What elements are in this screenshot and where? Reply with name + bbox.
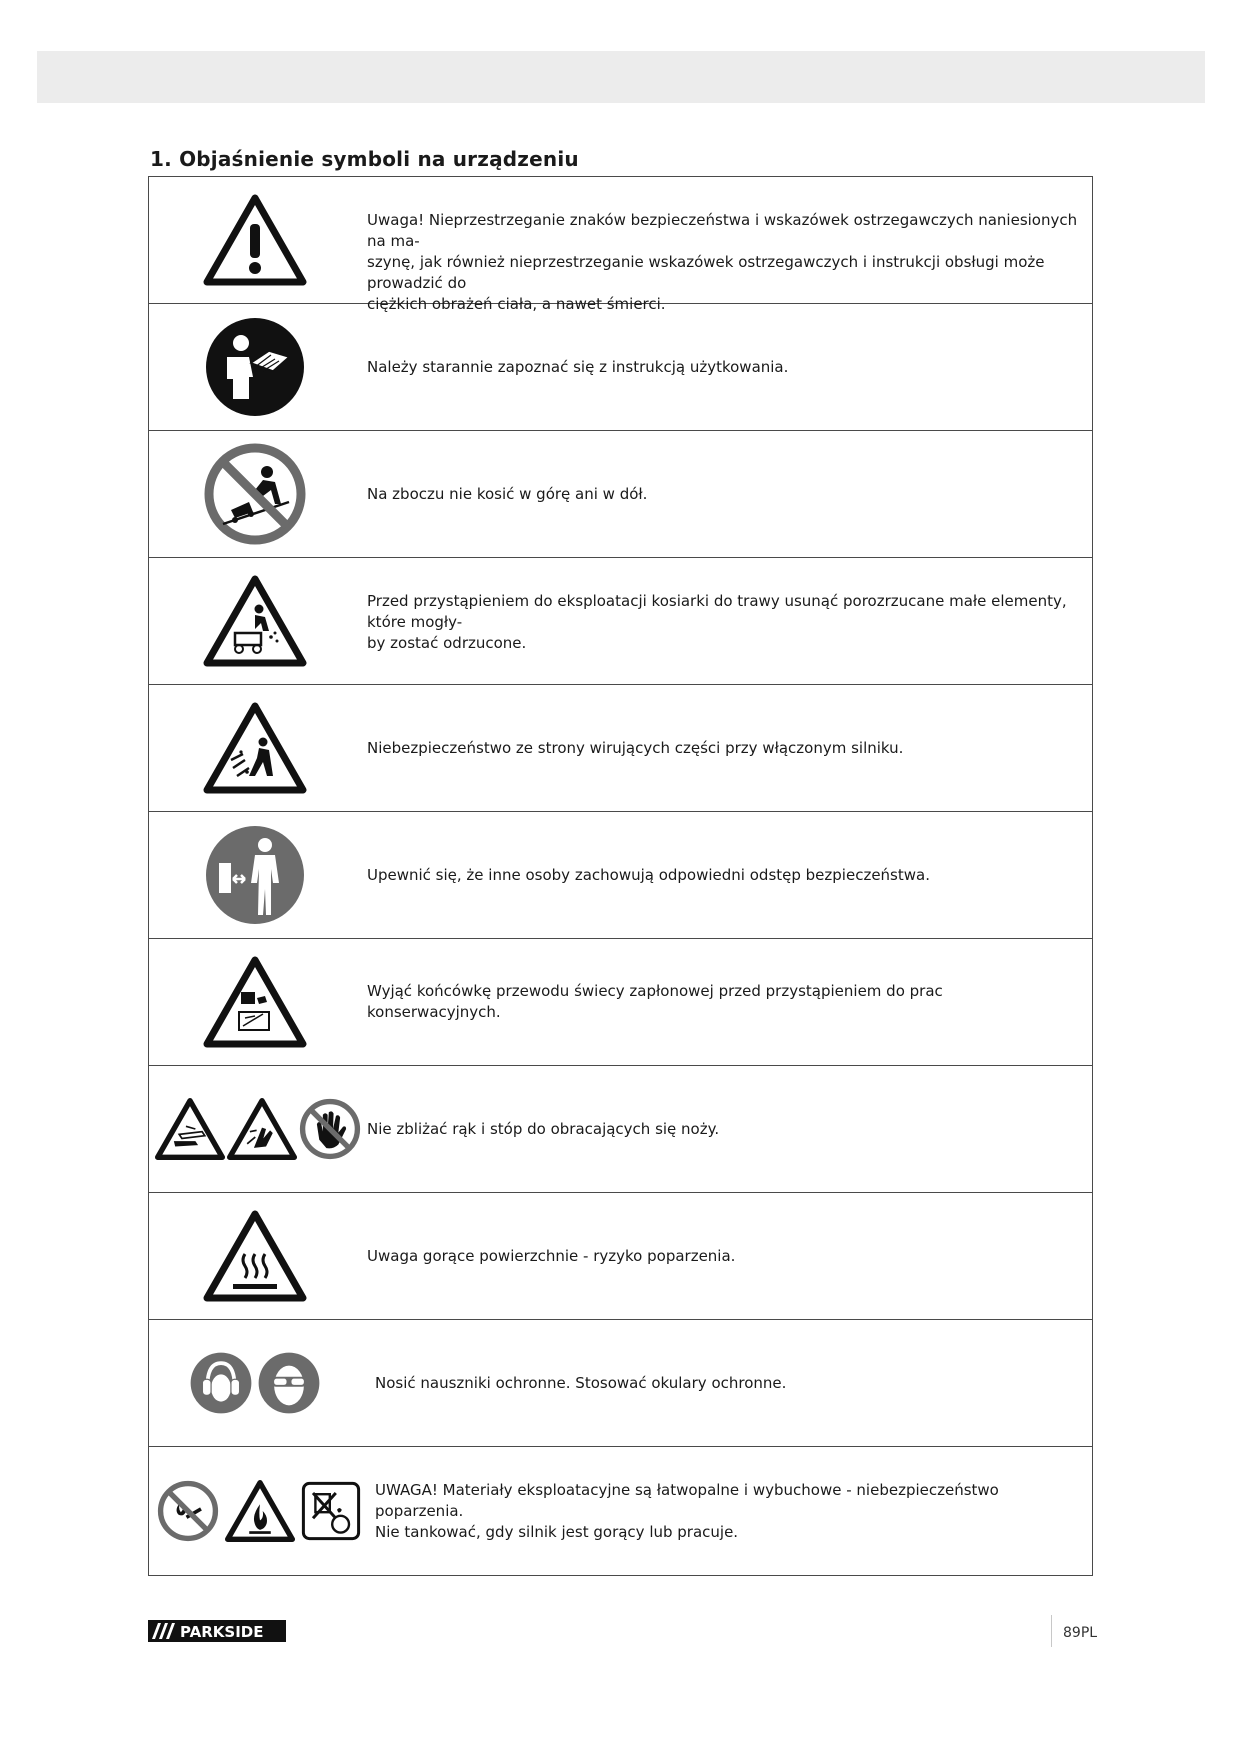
symbol-row <box>149 1320 1092 1447</box>
row-description: Nie zbliżać rąk i stóp do obracających się noży. <box>367 1119 720 1138</box>
read-manual-icon <box>205 317 305 417</box>
eye-protection-icon <box>258 1352 320 1414</box>
symbol-row <box>149 1066 1092 1193</box>
thrown-objects-warning-icon <box>203 575 307 667</box>
symbol-row <box>149 1193 1092 1320</box>
row-description: Przed przystąpieniem do eksploatacji kosiarki do trawy usunąć porozrzucane małe elementy, które mogły- by zostać odrzucone. <box>367 592 1067 652</box>
symbol-row <box>149 685 1092 812</box>
flammable-warning-icon <box>225 1480 295 1542</box>
general-warning-icon <box>203 194 307 286</box>
symbol-row <box>149 177 1092 313</box>
symbol-row <box>149 431 1092 558</box>
symbol-row <box>149 558 1092 685</box>
rotating-parts-warning-icon <box>203 702 307 794</box>
row-description: Należy starannie zapoznać się z instrukcją użytkowania. <box>367 357 789 376</box>
symbol-row <box>149 304 1092 431</box>
svg-text:PARKSIDE: PARKSIDE <box>180 1623 264 1641</box>
symbol-row <box>149 1447 1092 1575</box>
keep-distance-icon <box>205 825 305 925</box>
parkside-logo <box>148 1620 286 1642</box>
row-description: Niebezpieczeństwo ze strony wirujących części przy włączonym silniku. <box>367 738 904 757</box>
row-description: Nosić nauszniki ochronne. Stosować okulary ochronne. <box>375 1373 787 1392</box>
header-band <box>37 51 1205 103</box>
hand-blade-warning-icon <box>227 1098 297 1160</box>
no-open-flame-icon <box>157 1480 219 1542</box>
page-number: 89PL <box>1063 1625 1098 1641</box>
row-description: Wyjąć końcówkę przewodu świecy zapłonowej przed przystąpieniem do prac konserwacyjnych. <box>367 982 943 1021</box>
row-description: Uwaga! Nieprzestrzeganie znaków bezpieczeństwa i wskazówek ostrzegawczych naniesionych na ma- szynę, jak również nieprzestrzeganie wskazówek ostrzegawczych i instrukcji obsługi może prowadzić do ciężkich obrażeń ciała, a nawet śmierci. <box>367 211 1078 313</box>
section-title: 1. Objaśnienie symboli na urządzeniu <box>150 147 579 171</box>
symbol-table <box>148 176 1093 1576</box>
no-hands-icon <box>299 1098 361 1160</box>
ear-protection-icon <box>190 1352 252 1414</box>
row-description: Na zboczu nie kosić w górę ani w dół. <box>367 484 648 503</box>
no-refuel-hot-engine-icon <box>301 1481 361 1541</box>
row-description: Uwaga gorące powierzchnie - ryzyko poparzenia. <box>367 1246 736 1265</box>
footer-divider <box>1051 1615 1052 1647</box>
row-description: Upewnić się, że inne osoby zachowują odpowiedni odstęp bezpieczeństwa. <box>367 865 930 884</box>
no-mowing-on-slope-icon <box>203 442 307 546</box>
foot-blade-warning-icon <box>155 1098 225 1160</box>
row-description: UWAGA! Materiały eksploatacyjne są łatwopalne i wybuchowe - niebezpieczeństwo poparzenia. Nie tankować, gdy silnik jest gorący lub pracuje. <box>375 1480 999 1541</box>
symbol-row <box>149 939 1092 1066</box>
spark-plug-warning-icon <box>203 956 307 1048</box>
hot-surface-warning-icon <box>203 1210 307 1302</box>
symbol-row <box>149 812 1092 939</box>
